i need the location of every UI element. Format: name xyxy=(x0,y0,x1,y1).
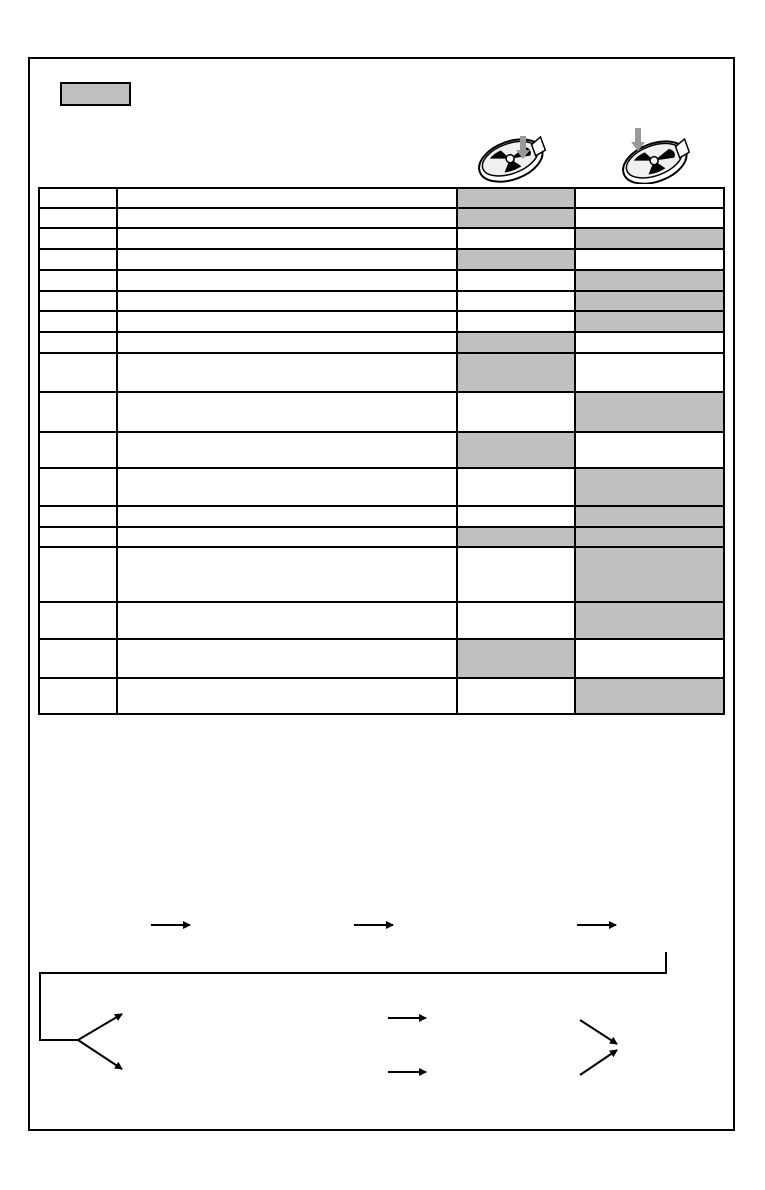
arrow-merge-down xyxy=(580,1020,617,1044)
arrow-branch-up xyxy=(78,1014,122,1040)
arrow-branch-down xyxy=(78,1040,122,1069)
connector-line xyxy=(40,952,666,1040)
arrow-merge-up xyxy=(580,1050,617,1075)
